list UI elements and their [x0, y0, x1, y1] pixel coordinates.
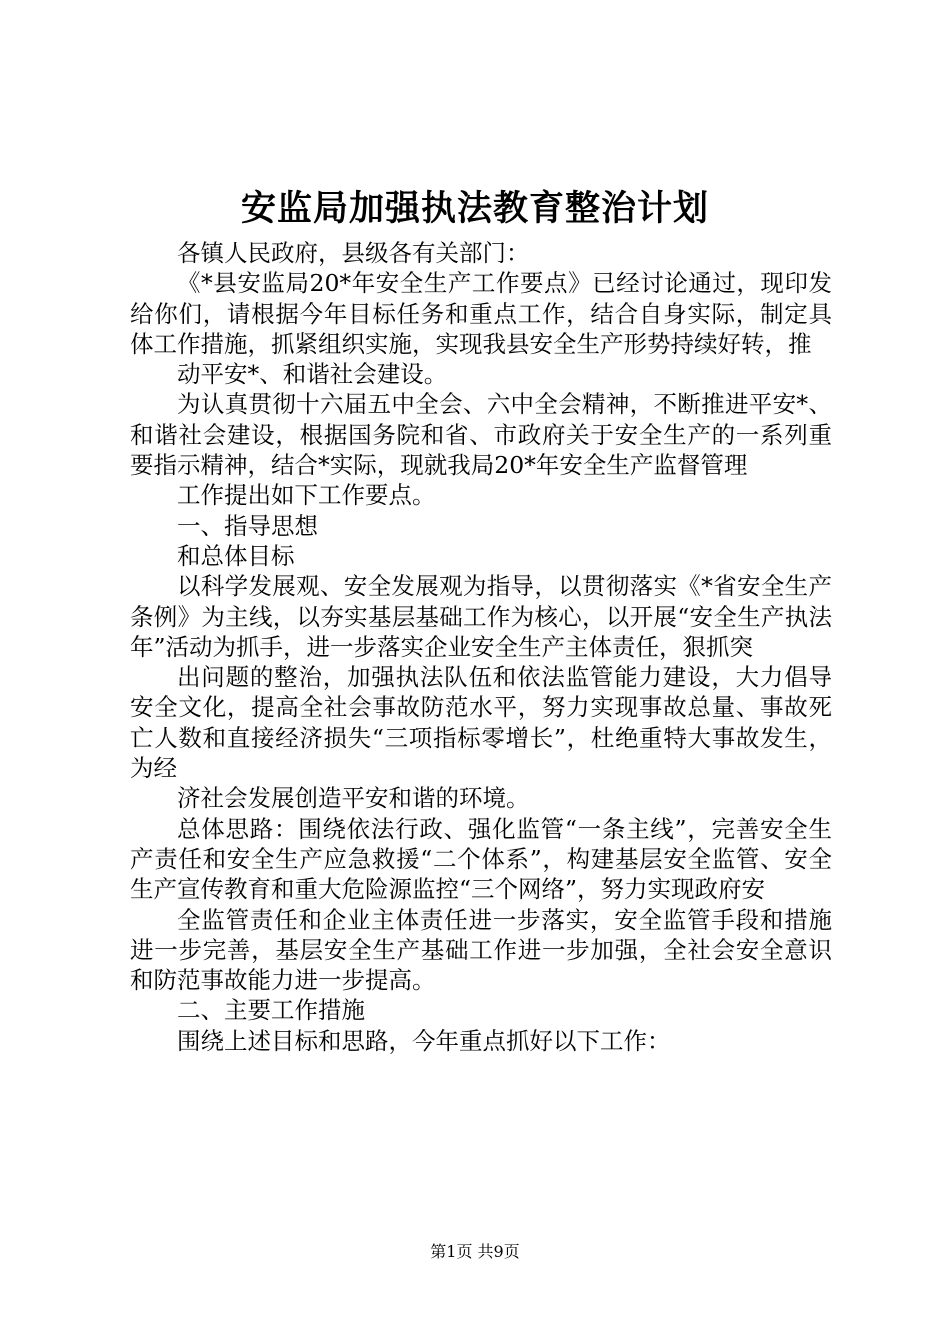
paragraph: 为认真贯彻十六届五中全会、六中全会精神，不断推进平安*、和谐社会建设，根据国务院和省、市政府关于安全生产的一系列重要指示精神，结合*实际，现就我局20*年安全生产监督管理	[130, 390, 832, 480]
paragraph: 全监管责任和企业主体责任进一步落实，安全监管手段和措施进一步完善，基层安全生产基础工作进一步加强，全社会安全意识和防范事故能力进一步提高。	[130, 905, 832, 995]
paragraph: 以科学发展观、安全发展观为指导，以贯彻落实《*省安全生产条例》为主线，以夯实基层基础工作为核心，以开展“安全生产执法年”活动为抓手，进一步落实企业安全生产主体责任，狠抓突	[130, 572, 832, 661]
page-number-footer: 第1页 共9页	[430, 1242, 520, 1261]
paragraph: 动平安*、和谐社会建设。	[177, 360, 448, 389]
document-body	[130, 238, 832, 1056]
paragraph: 工作提出如下工作要点。	[177, 481, 436, 510]
section-heading: 一、指导思想	[177, 511, 318, 540]
paragraph: 济社会发展创造平安和谐的环境。	[177, 784, 530, 813]
section-heading: 和总体目标	[177, 541, 295, 570]
section-heading: 二、主要工作措施	[177, 996, 365, 1025]
paragraph: 《*县安监局20*年安全生产工作要点》已经讨论通过，现印发给你们，请根据今年目标任务和重点工作，结合自身实际，制定具体工作措施，抓紧组织实施，实现我县安全生产形势持续好转，推	[130, 269, 832, 358]
paragraph: 出问题的整治，加强执法队伍和依法监管能力建设，大力倡导安全文化，提高全社会事故防范水平，努力实现事故总量、事故死亡人数和直接经济损失“三项指标零增长”，杜绝重特大事故发生，为经	[130, 663, 832, 783]
paragraph: 总体思路：围绕依法行政、强化监管“一条主线”，完善安全生产责任和安全生产应急救援“二个体系”，构建基层安全监管、安全生产宣传教育和重大危险源监控“三个网络”，努力实现政府安	[130, 814, 832, 904]
paragraph-salutation: 各镇人民政府，县级各有关部门：	[177, 239, 530, 267]
paragraph: 围绕上述目标和思路，今年重点抓好以下工作：	[177, 1026, 671, 1055]
document-title: 安监局加强执法教育整治计划	[240, 188, 709, 229]
